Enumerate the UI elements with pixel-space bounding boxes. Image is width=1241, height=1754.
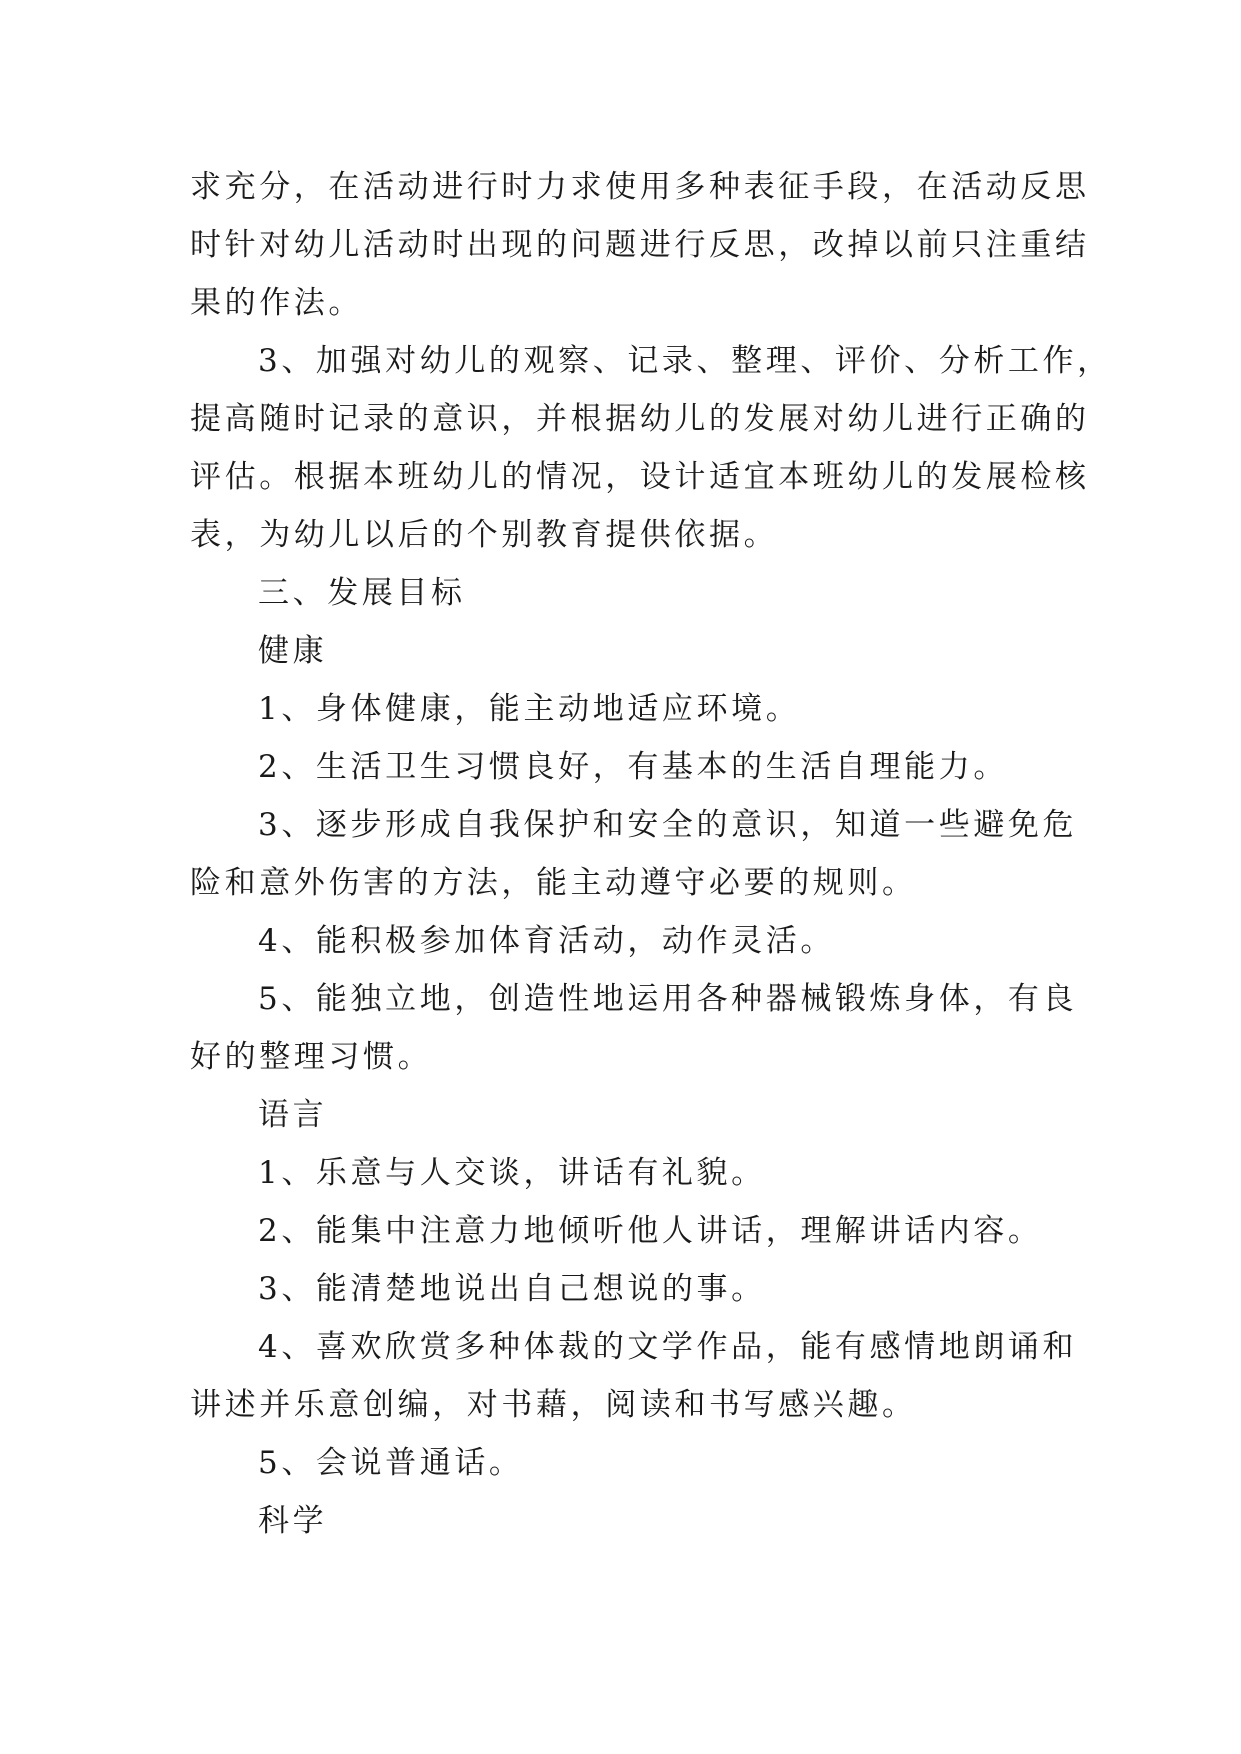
text-line: 1、乐意与人交谈，讲话有礼貌。 [258,1155,766,1191]
text-line: 好的整理习惯。 [190,1039,433,1075]
text-line: 求充分，在活动进行时力求使用多种表征手段，在活动反思 [190,169,1090,205]
text-line: 科学 [258,1503,328,1539]
text-line: 评估。根据本班幼儿的情况，设计适宜本班幼儿的发展检核 [190,459,1090,495]
text-line: 3、能清楚地说出自己想说的事。 [258,1271,766,1307]
text-line: 1、身体健康，能主动地适应环境。 [258,691,801,727]
text-line: 2、能集中注意力地倾听他人讲话，理解讲话内容。 [258,1213,1043,1249]
text-line: 4、喜欢欣赏多种体裁的文学作品，能有感情地朗诵和 [258,1329,1078,1365]
text-line: 三、发展目标 [258,575,466,611]
text-line: 3、加强对幼儿的观察、记录、整理、评价、分析工作， [258,343,1112,379]
text-line: 时针对幼儿活动时出现的问题进行反思，改掉以前只注重结 [190,227,1090,263]
document-body [190,158,1112,1550]
text-line: 5、会说普通话。 [258,1445,524,1481]
text-line: 2、生活卫生习惯良好，有基本的生活自理能力。 [258,749,1008,785]
text-line: 表，为幼儿以后的个别教育提供依据。 [190,517,779,553]
text-line: 险和意外伤害的方法，能主动遵守必要的规则。 [190,865,917,901]
text-line: 果的作法。 [190,285,363,321]
text-line: 讲述并乐意创编，对书藉，阅读和书写感兴趣。 [190,1387,917,1423]
text-line: 5、能独立地，创造性地运用各种器械锻炼身体，有良 [258,981,1078,1017]
text-line: 提高随时记录的意识，并根据幼儿的发展对幼儿进行正确的 [190,401,1090,437]
text-line: 语言 [258,1097,328,1133]
text-line: 4、能积极参加体育活动，动作灵活。 [258,923,835,959]
text-line: 健康 [258,633,328,669]
text-line: 3、逐步形成自我保护和安全的意识，知道一些避免危 [258,807,1078,843]
